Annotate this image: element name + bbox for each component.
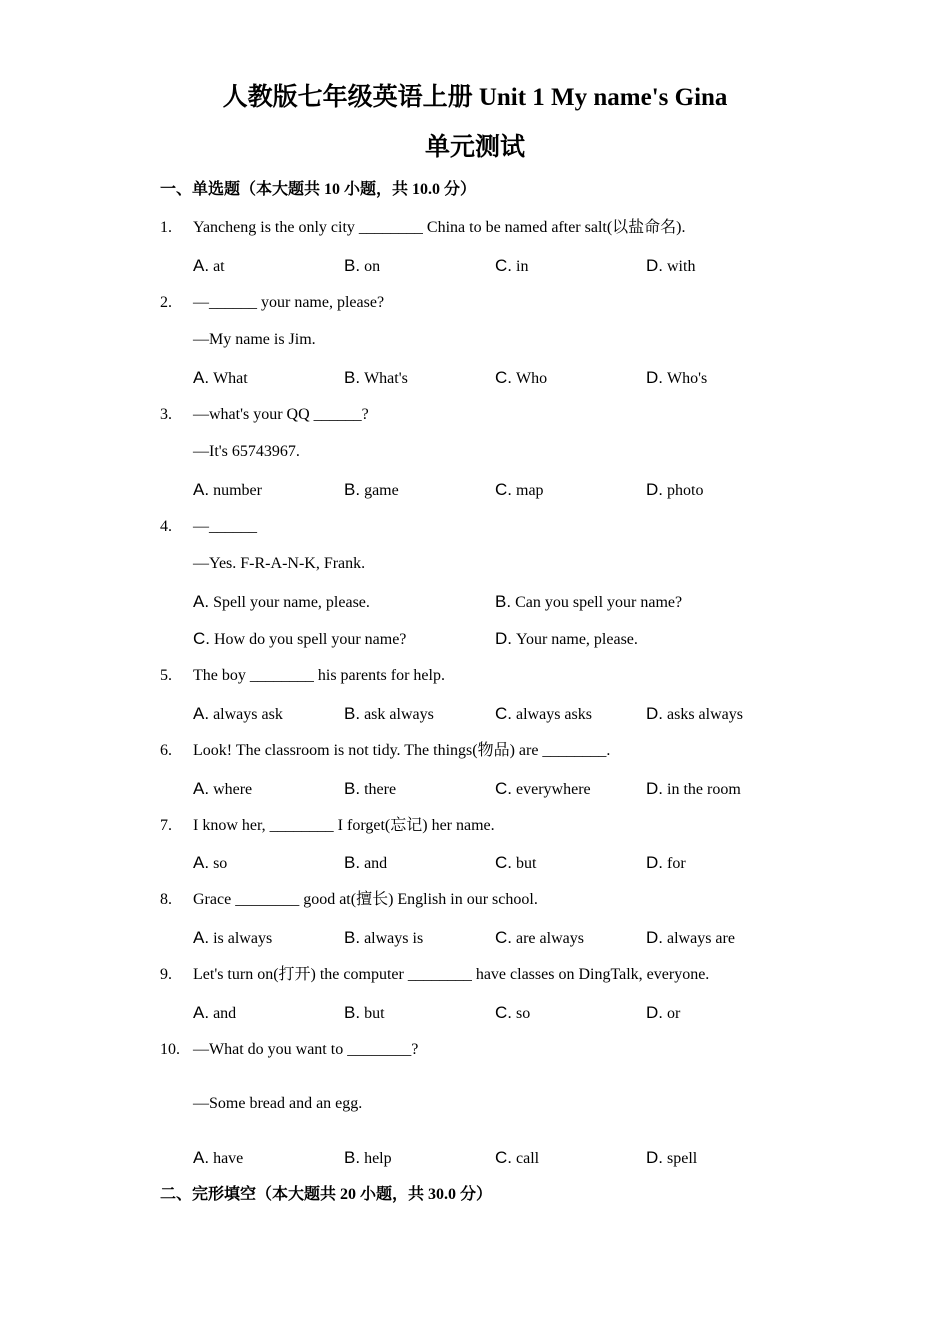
option-text: Your name, please. [516, 631, 638, 648]
question-stem: —______ [193, 518, 257, 535]
question-response: —Yes. F-R-A-N-K, Frank. [193, 555, 366, 572]
question-stem: Yancheng is the only city ________ China to be named after salt(以盐命名). [193, 219, 686, 236]
page-subtitle: 单元测试 [424, 134, 525, 161]
option-text: is always [213, 930, 273, 947]
option-letter: B. [344, 1003, 361, 1022]
option-d[interactable] [646, 704, 743, 725]
option-text: or [667, 1005, 681, 1022]
option-text: so [213, 855, 228, 872]
option-d[interactable] [646, 853, 686, 874]
option-letter: B. [344, 853, 361, 872]
option-a[interactable] [193, 704, 283, 725]
option-letter: A. [193, 1003, 210, 1022]
question-number: 5. [160, 667, 172, 684]
question-response: —It's 65743967. [193, 443, 300, 460]
option-letter: D. [646, 368, 663, 387]
option-letter: B. [344, 704, 361, 723]
option-text: always ask [213, 706, 283, 723]
option-letter: D. [646, 928, 663, 947]
option-text: are always [516, 930, 584, 947]
option-c[interactable] [193, 629, 406, 650]
option-letter: A. [193, 853, 210, 872]
question-stem: The boy ________ his parents for help. [193, 667, 445, 684]
option-text: and [364, 855, 388, 872]
option-c[interactable] [495, 704, 592, 725]
option-text: game [364, 482, 399, 499]
section-heading: 一、单选题（本大题共 10 小题，共 10.0 分） [160, 181, 477, 198]
option-c[interactable] [495, 928, 584, 949]
option-text: call [516, 1150, 540, 1167]
option-text: number [213, 482, 262, 499]
option-text: with [667, 258, 696, 275]
option-letter: C. [495, 480, 512, 499]
question-number: 10. [160, 1041, 180, 1058]
option-letter: A. [193, 368, 210, 387]
option-letter: D. [646, 480, 663, 499]
option-letter: A. [193, 592, 210, 611]
question-stem: —______ your name, please? [193, 294, 385, 311]
option-letter: C. [495, 368, 512, 387]
question-response: —My name is Jim. [193, 331, 316, 348]
option-c[interactable] [495, 480, 544, 501]
option-letter: C. [495, 1148, 512, 1167]
option-letter: C. [495, 256, 512, 275]
option-b[interactable] [344, 1003, 385, 1024]
option-text: map [516, 482, 544, 499]
option-b[interactable] [344, 779, 396, 800]
question-number: 2. [160, 294, 172, 311]
option-d[interactable] [646, 779, 741, 800]
option-letter: C. [495, 853, 512, 872]
option-text: always asks [516, 706, 592, 723]
option-c[interactable] [495, 1003, 530, 1024]
option-letter: A. [193, 256, 210, 275]
option-b[interactable] [344, 480, 399, 501]
option-d[interactable] [646, 368, 707, 389]
option-c[interactable] [495, 368, 547, 389]
option-text: have [213, 1150, 244, 1167]
option-text: help [364, 1150, 392, 1167]
option-text: on [364, 258, 381, 275]
option-a[interactable] [193, 779, 252, 800]
option-d[interactable] [646, 256, 695, 277]
option-c[interactable] [495, 1148, 539, 1169]
question-stem: —what's your QQ ______? [193, 406, 369, 423]
option-letter: D. [646, 853, 663, 872]
option-text: in the room [667, 781, 741, 798]
option-text: What's [364, 370, 408, 387]
option-text: always is [364, 930, 424, 947]
option-text: Who [516, 370, 548, 387]
option-letter: C. [495, 928, 512, 947]
option-a[interactable] [193, 853, 227, 874]
option-text: ask always [364, 706, 434, 723]
option-letter: A. [193, 779, 210, 798]
option-c[interactable] [495, 256, 528, 277]
option-b[interactable] [344, 853, 387, 874]
option-text: but [516, 855, 537, 872]
option-a[interactable] [193, 368, 248, 389]
section-heading: 二、完形填空（本大题共 20 小题，共 30.0 分） [160, 1186, 493, 1203]
option-letter: A. [193, 1148, 210, 1167]
option-text: How do you spell your name? [214, 631, 407, 648]
option-letter: B. [344, 480, 361, 499]
option-a[interactable] [193, 480, 262, 501]
option-text: asks always [667, 706, 743, 723]
option-letter: D. [646, 779, 663, 798]
option-letter: D. [646, 1148, 663, 1167]
option-d[interactable] [646, 1003, 680, 1024]
option-letter: A. [193, 480, 210, 499]
option-a[interactable] [193, 1003, 236, 1024]
option-letter: D. [646, 1003, 663, 1022]
question-number: 7. [160, 817, 172, 834]
option-c[interactable] [495, 779, 591, 800]
question-number: 6. [160, 742, 172, 759]
option-letter: D. [646, 256, 663, 275]
option-letter: B. [344, 779, 361, 798]
option-a[interactable] [193, 256, 225, 277]
option-b[interactable] [344, 928, 423, 949]
question-number: 3. [160, 406, 172, 423]
option-letter: B. [344, 1148, 361, 1167]
question-stem: Look! The classroom is not tidy. The things(物品) are ________. [193, 742, 611, 759]
option-text: there [364, 781, 397, 798]
question-stem: Let's turn on(打开) the computer ________ have classes on DingTalk, everyone. [193, 966, 710, 983]
option-letter: B. [344, 928, 361, 947]
option-d[interactable] [495, 629, 638, 650]
question-number: 1. [160, 219, 172, 236]
option-text: Can you spell your name? [515, 594, 683, 611]
option-letter: C. [193, 629, 210, 648]
option-letter: C. [495, 1003, 512, 1022]
option-text: so [516, 1005, 531, 1022]
option-text: photo [667, 482, 704, 499]
option-letter: B. [344, 368, 361, 387]
option-a[interactable] [193, 592, 370, 613]
option-text: Who's [667, 370, 708, 387]
option-text: but [364, 1005, 385, 1022]
question-stem: —What do you want to ________? [193, 1041, 419, 1058]
option-b[interactable] [344, 256, 380, 277]
option-text: at [213, 258, 225, 275]
option-letter: C. [495, 779, 512, 798]
option-c[interactable] [495, 853, 536, 874]
option-letter: B. [344, 256, 361, 275]
option-a[interactable] [193, 928, 272, 949]
option-b[interactable] [495, 592, 682, 613]
option-text: always are [667, 930, 735, 947]
question-number: 4. [160, 518, 172, 535]
option-text: What [213, 370, 248, 387]
option-a[interactable] [193, 1148, 243, 1169]
question-stem: Grace ________ good at(擅长) English in our school. [193, 891, 538, 908]
page-title: 人教版七年级英语上册 Unit 1 My name's Gina [222, 84, 728, 111]
question-number: 8. [160, 891, 172, 908]
option-letter: B. [495, 592, 512, 611]
question-number: 9. [160, 966, 172, 983]
option-d[interactable] [646, 928, 735, 949]
option-text: in [516, 258, 529, 275]
option-text: Spell your name, please. [213, 594, 370, 611]
option-letter: C. [495, 704, 512, 723]
option-text: and [213, 1005, 237, 1022]
option-letter: D. [646, 704, 663, 723]
option-text: for [667, 855, 686, 872]
question-stem: I know her, ________ I forget(忘记) her name. [193, 817, 495, 834]
option-d[interactable] [646, 1148, 697, 1169]
option-letter: A. [193, 928, 210, 947]
option-text: spell [667, 1150, 698, 1167]
option-b[interactable] [344, 368, 408, 389]
option-text: where [213, 781, 253, 798]
option-b[interactable] [344, 1148, 392, 1169]
option-d[interactable] [646, 480, 703, 501]
option-letter: A. [193, 704, 210, 723]
option-text: everywhere [516, 781, 591, 798]
option-letter: D. [495, 629, 512, 648]
option-b[interactable] [344, 704, 434, 725]
question-response: —Some bread and an egg. [193, 1095, 363, 1112]
